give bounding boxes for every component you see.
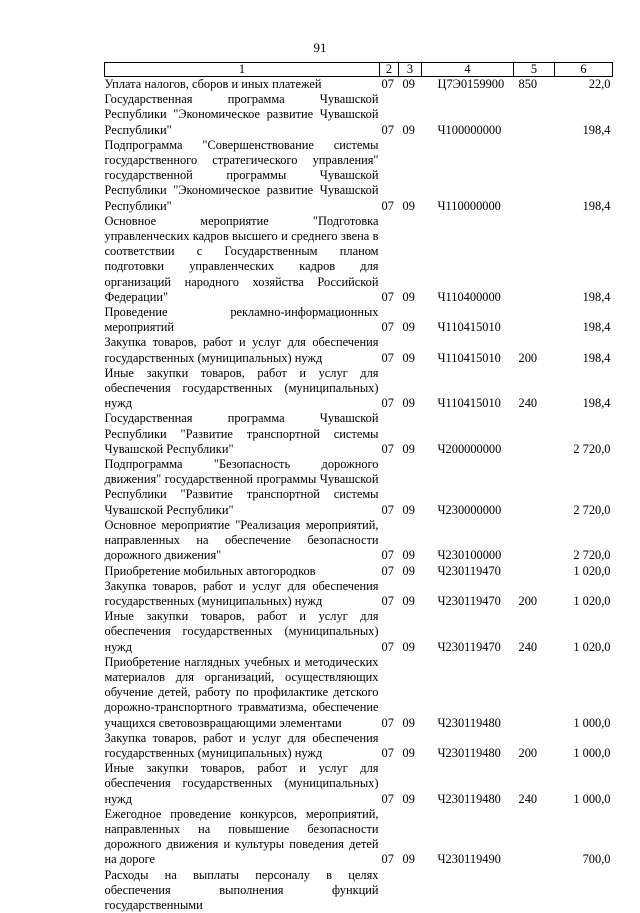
row-amount: 1 000,0 — [555, 731, 613, 761]
row-code: Ч230119470 — [422, 609, 514, 655]
row-amount: 198,4 — [555, 138, 613, 214]
row-code: Ч230119470 — [422, 564, 514, 579]
table-row — [105, 868, 613, 913]
row-code: Ч230100000 — [422, 518, 514, 564]
row-code: Ч230119470 — [422, 579, 514, 609]
row-subsection: 09 — [399, 305, 422, 335]
table-row — [105, 655, 613, 731]
row-subsection: 09 — [399, 807, 422, 868]
row-expense-type — [514, 138, 555, 214]
row-amount: 1 000,0 — [555, 655, 613, 731]
row-subsection: 09 — [399, 92, 422, 138]
table-row — [105, 305, 613, 335]
row-subsection: 09 — [399, 335, 422, 365]
table-row — [105, 761, 613, 807]
row-name: Закупка товаров, работ и услуг для обеспечения государственных (муниципальных) нужд — [105, 335, 380, 365]
row-code: Ч110415010 — [422, 305, 514, 335]
row-subsection: 09 — [399, 366, 422, 412]
row-code: Ц7Э0159900 — [422, 77, 514, 93]
row-name: Ежегодное проведение конкурсов, мероприятий, направленных на повышение безопасности дорожного движения и культуры поведения детей на дороге — [105, 807, 380, 868]
row-expense-type — [514, 92, 555, 138]
row-code: Ч230000000 — [422, 457, 514, 518]
row-section: 07 — [380, 138, 399, 214]
header-col-4: 4 — [422, 63, 514, 77]
row-section: 07 — [380, 457, 399, 518]
page-number: 91 — [0, 40, 640, 56]
row-amount: 198,4 — [555, 92, 613, 138]
row-section: 07 — [380, 366, 399, 412]
table-row — [105, 411, 613, 457]
row-subsection: 09 — [399, 518, 422, 564]
table-row — [105, 457, 613, 518]
row-expense-type: 240 — [514, 609, 555, 655]
row-amount: 1 020,0 — [555, 564, 613, 579]
row-expense-type: 200 — [514, 579, 555, 609]
row-name: Основное мероприятие "Подготовка управленческих кадров высшего и среднего звена в соответствии с Государственным планом подготовки управленческих кадров для организаций народного хозяйства Российской Федерации" — [105, 214, 380, 305]
row-code: Ч110415010 — [422, 366, 514, 412]
table-row — [105, 518, 613, 564]
row-name: Уплата налогов, сборов и иных платежей — [105, 77, 380, 93]
row-code: Ч100000000 — [422, 92, 514, 138]
table-row — [105, 366, 613, 412]
row-name: Проведение рекламно-информационных мероприятий — [105, 305, 380, 335]
row-amount: 198,4 — [555, 214, 613, 305]
budget-table — [104, 62, 613, 913]
row-name: Государственная программа Чувашской Республики "Экономическое развитие Чувашской Республики" — [105, 92, 380, 138]
row-subsection: 09 — [399, 138, 422, 214]
row-amount: 2 720,0 — [555, 457, 613, 518]
row-code: Ч110415010 — [422, 335, 514, 365]
row-code: Ч230119480 — [422, 761, 514, 807]
row-expense-type: 850 — [514, 77, 555, 93]
row-name: Расходы на выплаты персоналу в целях обеспечения выполнения функций государственными — [105, 868, 380, 913]
row-name: Иные закупки товаров, работ и услуг для обеспечения государственных (муниципальных) нужд — [105, 609, 380, 655]
row-expense-type — [514, 807, 555, 868]
row-name: Подпрограмма "Совершенствование системы государственного стратегического управления" государственной программы Чувашской Республики "Экономическое развитие Чувашской Республики" — [105, 138, 380, 214]
row-name: Иные закупки товаров, работ и услуг для обеспечения государственных (муниципальных) нужд — [105, 761, 380, 807]
row-amount: 1 020,0 — [555, 609, 613, 655]
row-section: 07 — [380, 77, 399, 93]
row-subsection: 09 — [399, 411, 422, 457]
row-subsection: 09 — [399, 609, 422, 655]
row-amount — [555, 868, 613, 913]
row-subsection: 09 — [399, 457, 422, 518]
table-row — [105, 138, 613, 214]
row-expense-type — [514, 305, 555, 335]
table-row — [105, 731, 613, 761]
row-name: Подпрограмма "Безопасность дорожного движения" государственной программы Чувашской Республики "Развитие транспортной системы Чувашской Республики" — [105, 457, 380, 518]
table-row — [105, 564, 613, 579]
row-expense-type — [514, 868, 555, 913]
row-section: 07 — [380, 807, 399, 868]
row-code: Ч110000000 — [422, 138, 514, 214]
row-name: Закупка товаров, работ и услуг для обеспечения государственных (муниципальных) нужд — [105, 579, 380, 609]
row-amount: 198,4 — [555, 305, 613, 335]
table-row — [105, 335, 613, 365]
header-col-3: 3 — [399, 63, 422, 77]
header-col-2: 2 — [380, 63, 399, 77]
row-code — [422, 868, 514, 913]
row-section: 07 — [380, 564, 399, 579]
table-row — [105, 579, 613, 609]
table-body — [105, 77, 613, 913]
table-row — [105, 609, 613, 655]
row-amount: 22,0 — [555, 77, 613, 93]
row-amount: 198,4 — [555, 335, 613, 365]
row-code: Ч230119480 — [422, 655, 514, 731]
row-section: 07 — [380, 305, 399, 335]
row-expense-type: 240 — [514, 761, 555, 807]
row-code: Ч200000000 — [422, 411, 514, 457]
row-expense-type — [514, 214, 555, 305]
row-name: Приобретение мобильных автогородков — [105, 564, 380, 579]
row-section: 07 — [380, 761, 399, 807]
row-amount: 1 000,0 — [555, 761, 613, 807]
row-name: Основное мероприятие "Реализация мероприятий, направленных на обеспечение безопасности дорожного движения" — [105, 518, 380, 564]
row-amount: 2 720,0 — [555, 411, 613, 457]
row-name: Закупка товаров, работ и услуг для обеспечения государственных (муниципальных) нужд — [105, 731, 380, 761]
row-section: 07 — [380, 731, 399, 761]
row-expense-type: 200 — [514, 731, 555, 761]
row-name: Приобретение наглядных учебных и методических материалов для организаций, осуществляющих обучение детей, работу по профилактике детского дорожно-транспортного травматизма, обеспечение учащихся световозвращающими элементами — [105, 655, 380, 731]
row-expense-type — [514, 655, 555, 731]
row-section: 07 — [380, 214, 399, 305]
table-row — [105, 807, 613, 868]
header-col-6: 6 — [555, 63, 613, 77]
table-row — [105, 77, 613, 93]
row-amount: 2 720,0 — [555, 518, 613, 564]
row-section: 07 — [380, 518, 399, 564]
row-expense-type — [514, 564, 555, 579]
row-section — [380, 868, 399, 913]
row-amount: 1 020,0 — [555, 579, 613, 609]
row-subsection: 09 — [399, 579, 422, 609]
row-code: Ч230119490 — [422, 807, 514, 868]
row-amount: 700,0 — [555, 807, 613, 868]
row-code: Ч110400000 — [422, 214, 514, 305]
row-section: 07 — [380, 609, 399, 655]
row-section: 07 — [380, 411, 399, 457]
row-amount: 198,4 — [555, 366, 613, 412]
row-section: 07 — [380, 335, 399, 365]
row-section: 07 — [380, 579, 399, 609]
table-header-row — [105, 63, 613, 77]
row-code: Ч230119480 — [422, 731, 514, 761]
table-row — [105, 92, 613, 138]
row-section: 07 — [380, 655, 399, 731]
row-expense-type: 240 — [514, 366, 555, 412]
row-expense-type — [514, 457, 555, 518]
row-subsection — [399, 868, 422, 913]
row-subsection: 09 — [399, 761, 422, 807]
row-subsection: 09 — [399, 564, 422, 579]
header-col-1: 1 — [105, 63, 380, 77]
table-row — [105, 214, 613, 305]
row-expense-type — [514, 518, 555, 564]
row-subsection: 09 — [399, 655, 422, 731]
row-name: Государственная программа Чувашской Республики "Развитие транспортной системы Чувашской Республики" — [105, 411, 380, 457]
row-subsection: 09 — [399, 77, 422, 93]
row-subsection: 09 — [399, 731, 422, 761]
row-expense-type: 200 — [514, 335, 555, 365]
row-expense-type — [514, 411, 555, 457]
row-name: Иные закупки товаров, работ и услуг для обеспечения государственных (муниципальных) нужд — [105, 366, 380, 412]
row-subsection: 09 — [399, 214, 422, 305]
header-col-5: 5 — [514, 63, 555, 77]
row-section: 07 — [380, 92, 399, 138]
